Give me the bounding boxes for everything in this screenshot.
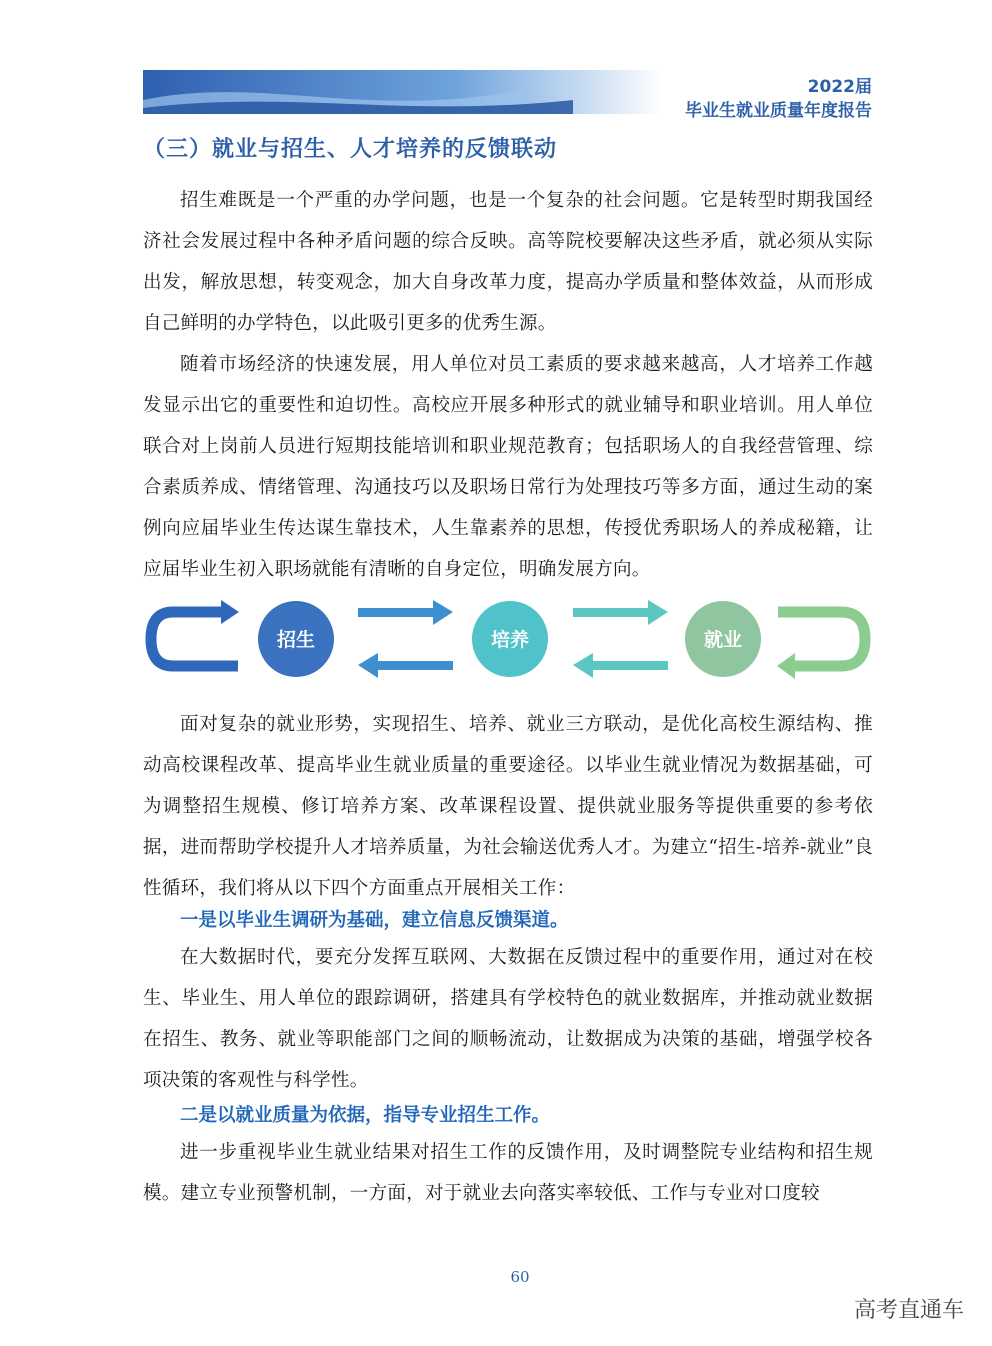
arrow-right-2 (573, 600, 668, 625)
paragraph-1: 招生难既是一个严重的办学问题，也是一个复杂的社会问题。它是转型时期我国经济社会发展过程中各种矛盾问题的综合反映。高等院校要解决这些矛盾，就必须从实际出发，解放思想，转变观念，加大自身改革力度，提高办学质量和整体效益，从而形成自己鲜明的办学特色，以此吸引更多的优秀生源。 (143, 190, 873, 334)
node-zhaosheng-label: 招生 (276, 629, 316, 651)
subheading-2: 二是以就业质量为依据，指导专业招生工作。 (180, 1105, 551, 1126)
header-report-title: 毕业生就业质量年度报告 (685, 101, 872, 121)
node-peiyang-label: 培养 (490, 629, 530, 651)
header-year: 2022届 (807, 77, 872, 97)
arrow-left-1 (358, 653, 453, 678)
paragraph-2: 随着市场经济的快速发展，用人单位对员工素质的要求越来越高，人才培养工作越发显示出它的重要性和迫切性。高校应开展多种形式的就业辅导和职业培训。用人单位联合对上岗前人员进行短期技能培训和职业规范教育；包括职场人的自我经营管理、综合素质养成、情绪管理、沟通技巧以及职场日常行为处理技巧等多方面，通过生动的案例向应届毕业生传达谋生靠技术，人生靠素养的思想，传授优秀职场人的养成秘籍，让应届毕业生初入职场就能有清晰的自身定位，明确发展方向。 (143, 354, 873, 580)
right-loop-arrow (777, 612, 865, 679)
paragraph-4: 在大数据时代，要充分发挥互联网、大数据在反馈过程中的重要作用，通过对在校生、毕业生、用人单位的跟踪调研，搭建具有学校特色的就业数据库，并推动就业数据在招生、教务、就业等职能部门之间的顺畅流动，让数据成为决策的基础，增强学校各项决策的客观性与科学性。 (143, 947, 873, 1091)
subheading-1: 一是以毕业生调研为基础，建立信息反馈渠道。 (180, 910, 569, 931)
arrow-right-1 (358, 600, 453, 625)
watermark-text: 高考直通车 (853, 1298, 964, 1323)
node-jiuye-label: 就业 (703, 629, 743, 651)
arrow-left-2 (573, 653, 668, 678)
paragraph-3: 面对复杂的就业形势，实现招生、培养、就业三方联动，是优化高校生源结构、推动高校课程改革、提高毕业生就业质量的重要途径。以毕业生就业情况为数据基础，可为调整招生规模、修订培养方案、改革课程设置、提供就业服务等提供重要的参考依据，进而帮助学校提升人才培养质量，为社会输送优秀人才。为建立“招生-培养-就业”良性循环，我们将从以下四个方面重点开展相关工作： (143, 714, 873, 899)
paragraph-5: 进一步重视毕业生就业结果对招生工作的反馈作用，及时调整院专业结构和招生规模。建立专业预警机制，一方面，对于就业去向落实率较低、工作与专业对口度较 (143, 1142, 873, 1204)
section-heading: （三）就业与招生、人才培养的反馈联动 (143, 137, 558, 162)
flow-diagram (143, 598, 873, 680)
page-number: 60 (510, 1268, 530, 1286)
header-banner (143, 70, 663, 114)
left-loop-arrow (151, 600, 239, 666)
